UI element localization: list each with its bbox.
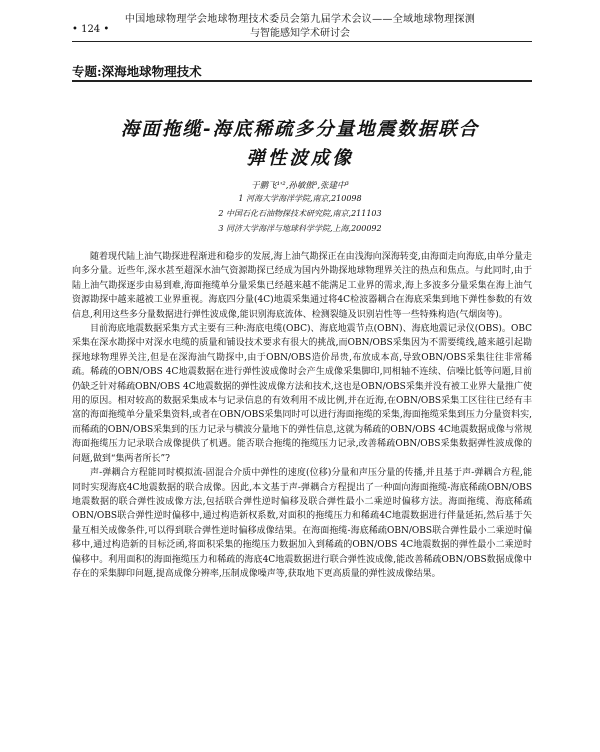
paper-title-line1: 海面拖缆-海底稀疏多分量地震数据联合 [120, 119, 480, 140]
affiliation-3: 3 同济大学海洋与地球科学学院,上海,200092 [218, 224, 382, 233]
affiliation-2: 2 中国石化石油物探技术研究院,南京,211103 [218, 209, 382, 218]
section-rule [72, 80, 532, 82]
header-conference-line2: 与智能感知学术研讨会 [250, 28, 350, 39]
body-paragraph-3: 声-弹耦合方程能同时模拟流-固混合介质中弹性的速度(位移)分量和声压分量的传播,并且基于声-弹耦合方程,能同时实现海底4C地震数据的联合成像。因此,本文基于声-弹耦合方程提出了一种面向海面拖缆-海底稀疏OBN/OBS地震数据的联合弹性波成像方法,包括联合弹性逆时偏移及联合弹性最小二乘逆时偏移方法。海面拖缆、海底稀疏OBN/OBS联合弹性逆时偏移中,通过构造新权系数,对面积的拖缆压力和稀疏4C地震数据进行伴量延拓,然后基于矢量互相关成像条件,可以得到联合弹性逆时偏移成像结果。在海面拖缆-海底稀疏OBN/OBS联合弹性最小二乘逆时偏移中,通过构造新的目标泛函,将面积采集的拖缆压力数据加入到稀疏的OBN/OBS 4C地震数据的弹性最小二乘逆时偏移中。利用面积的海面拖缆压力和稀疏的海底4C地震数据进行联合弹性波成像,能改善稀疏OBN/OBS数据成像中存在的采集脚印问题,提高成像分辨率,压制成像噪声等,获取地下更高质量的弹性波成像结果。 [72, 468, 532, 579]
author-list: 于鹏飞¹'²,孙敏傲³,张建中³ [251, 181, 349, 191]
affiliation-1: 1 河海大学海洋学院,南京,210098 [238, 194, 362, 203]
paper-body [72, 250, 532, 581]
header-rule [72, 41, 532, 42]
header-conference-line1: 中国地球物理学会地球物理技术委员会第九届学术会议——全域地球物理探测 [124, 14, 476, 25]
page-number: • 124 • [72, 24, 110, 35]
body-paragraph-1: 随着现代陆上油气勘探进程渐进和稳步的发展,海上油气勘探正在由浅海向深海转变,由海面走向海底,由单分量走向多分量。近些年,深水甚至超深水油气资源勘探已经成为国内外勘探地球物理界关注的热点和焦点。与此同时,由于陆上油气勘探逐步由易到难,海面拖缆单分量采集已经越来越不能满足工业界的需求,海上多波多分量采集在海上油气资源勘探中越来越被工业界重视。海底四分量(4C)地震采集通过将4C检波器耦合在海底采集到地下弹性参数的有效信息,利用这些多分量数据进行弹性波成像,能识别海底流体、检测裂缝及识别岩性等一些特殊构造(气烟囱等)。 [72, 252, 532, 320]
section-label: 专题:深海地球物理技术 [72, 64, 202, 79]
paper-title-line2: 弹性波成像 [246, 148, 354, 169]
body-paragraph-2: 目前海底地震数据采集方式主要有三种:海底电缆(OBC)、海底地震节点(OBN)、海底地震记录仪(OBS)。OBC采集在深水勘探中对深水电缆的质量和铺设技术要求有很大的挑战,而OBN/OBS采集因为不需要缆线,越来越引起勘探地球物理界关注,但是在深海油气勘探中,由于OBN/OBS造价昂贵,布放成本高,导致OBN/OBS采集往往非常稀疏。稀疏的OBN/OBS 4C地震数据在进行弹性波成像时会产生成像采集脚印,同相轴不连续、信噪比低等问题,目前仍缺乏针对稀疏OBN/OBS 4C地震数据的弹性波成像方法和技术,这也是OBN/OBS采集并没有被工业界大量推广使用的原因。相对较高的数据采集成本与记录信息的有效利用不成比例,并在近海,在OBN/OBS采集工区往往已经有丰富的海面拖缆单分量采集资料,或者在OBN/OBS采集同时可以进行海面拖缆的采集,海面拖缆采集到压力分量资料实,而稀疏的OBN/OBS采集到的压力记录与横波分量地下的弹性信息,这就为稀疏的OBN/OBS 4C地震数据成像与常规海面拖缆压力记录联合成像提供了机遇。能否联合拖缆的拖缆压力记录,改善稀疏OBN/OBS采集数据弹性波成像的问题,做到“集两者所长”? [72, 324, 532, 464]
